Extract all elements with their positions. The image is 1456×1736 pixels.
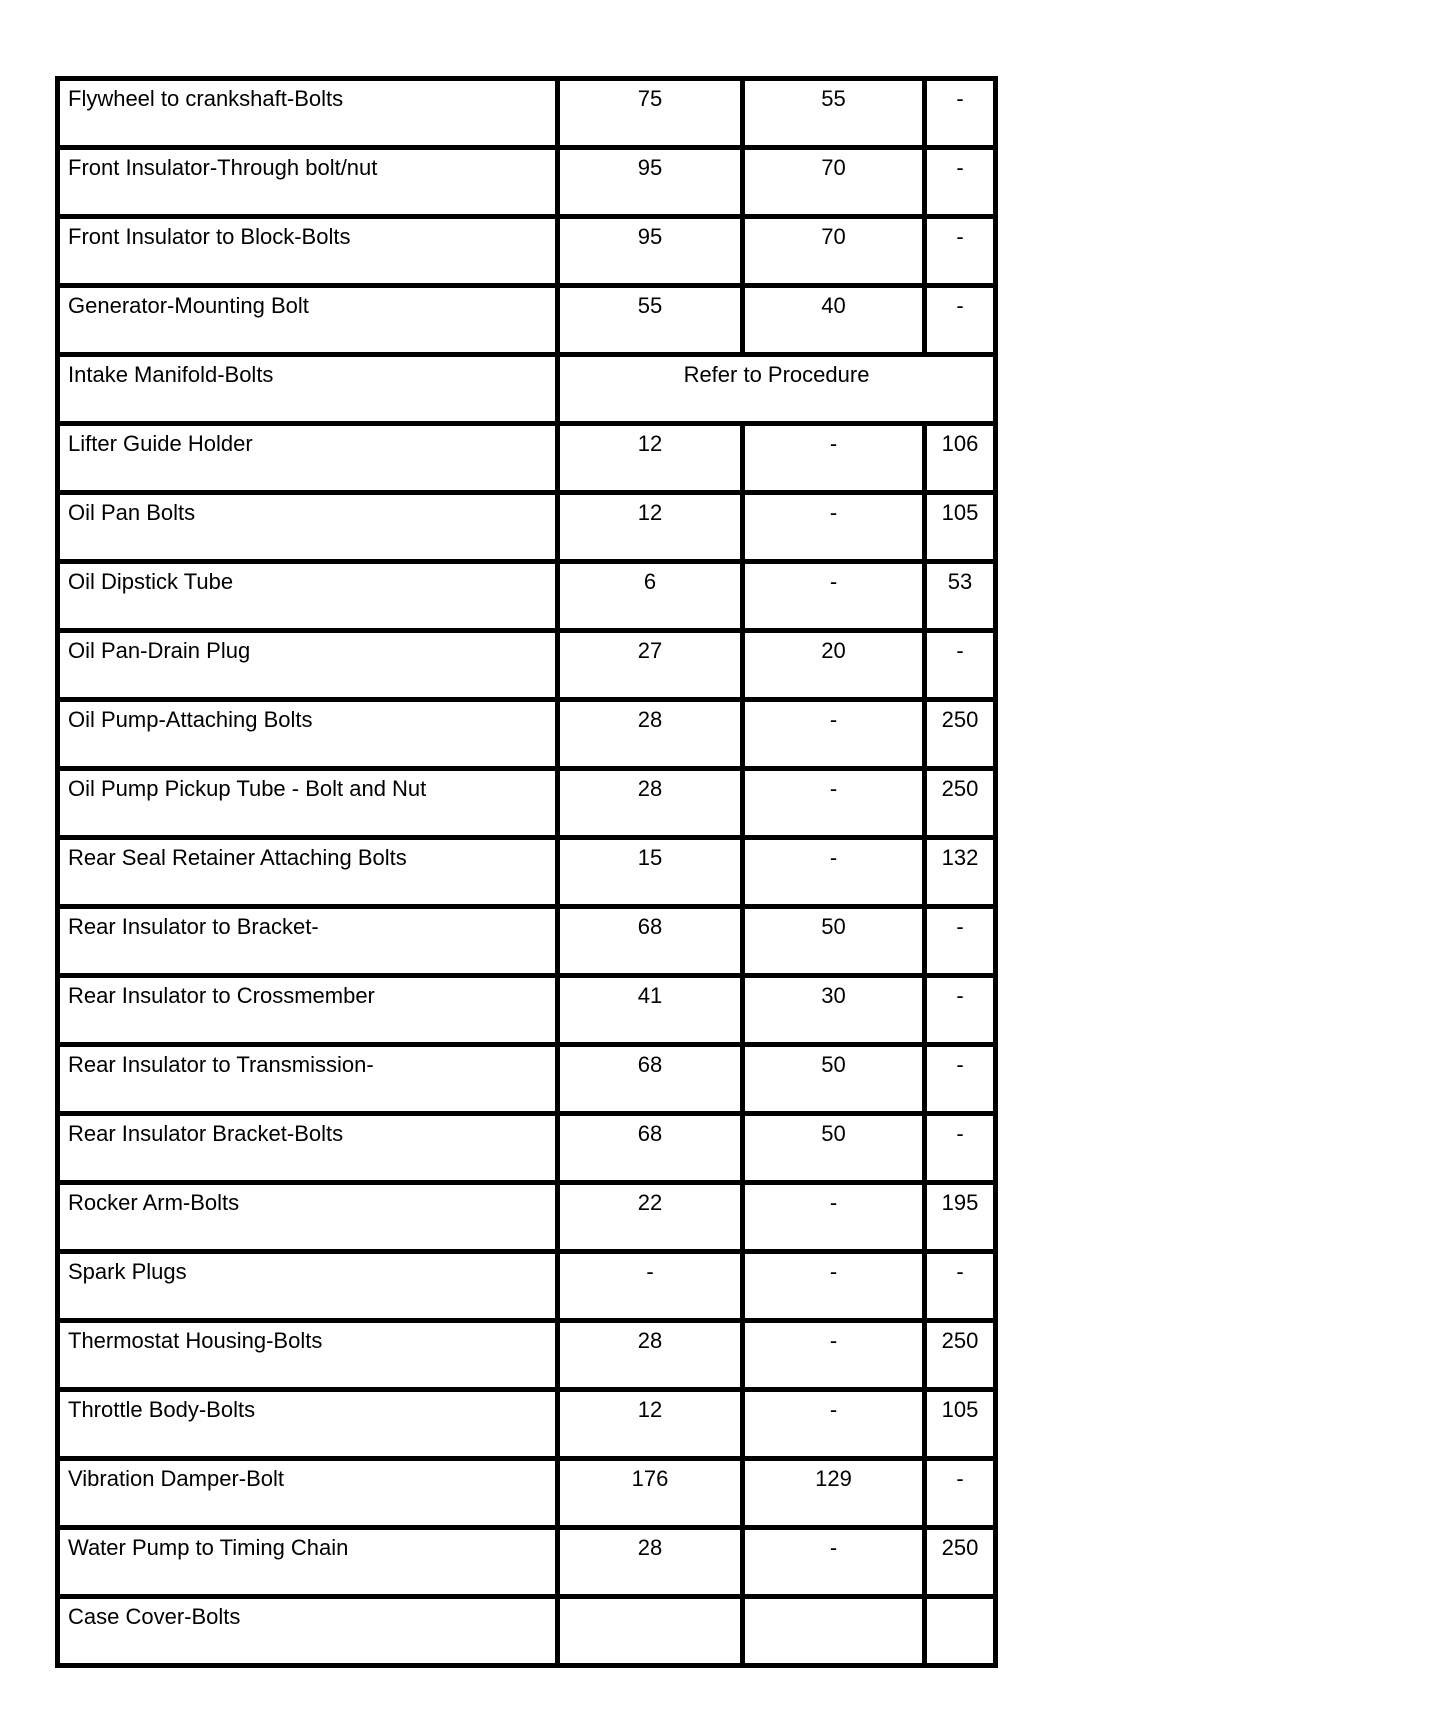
value-cell: - xyxy=(743,838,925,907)
table-row xyxy=(58,1528,996,1597)
value-cell: 22 xyxy=(558,1183,743,1252)
component-cell: Oil Dipstick Tube xyxy=(58,562,558,631)
value-cell: - xyxy=(925,1459,996,1528)
table-row xyxy=(58,217,996,286)
table-row xyxy=(58,976,996,1045)
value-cell: - xyxy=(558,1252,743,1321)
torque-spec-table xyxy=(55,76,998,1668)
merged-value-cell: Refer to Procedure xyxy=(558,355,996,424)
value-cell: - xyxy=(743,424,925,493)
table-row xyxy=(58,562,996,631)
value-cell xyxy=(558,1597,743,1666)
value-cell: - xyxy=(925,631,996,700)
value-cell: 30 xyxy=(743,976,925,1045)
value-cell: - xyxy=(925,976,996,1045)
value-cell: - xyxy=(743,1390,925,1459)
table-row xyxy=(58,1321,996,1390)
table-row xyxy=(58,1597,996,1666)
value-cell: - xyxy=(743,1252,925,1321)
component-cell: Thermostat Housing-Bolts xyxy=(58,1321,558,1390)
value-cell: 106 xyxy=(925,424,996,493)
component-cell: Rear Insulator to Bracket- xyxy=(58,907,558,976)
value-cell: 12 xyxy=(558,1390,743,1459)
value-cell: - xyxy=(743,562,925,631)
value-cell: 55 xyxy=(743,79,925,148)
value-cell: 70 xyxy=(743,148,925,217)
value-cell: - xyxy=(925,286,996,355)
table-row xyxy=(58,838,996,907)
component-cell: Rocker Arm-Bolts xyxy=(58,1183,558,1252)
component-cell: Spark Plugs xyxy=(58,1252,558,1321)
component-cell: Intake Manifold-Bolts xyxy=(58,355,558,424)
value-cell: - xyxy=(925,1252,996,1321)
component-cell: Rear Seal Retainer Attaching Bolts xyxy=(58,838,558,907)
value-cell: 50 xyxy=(743,1045,925,1114)
component-cell: Water Pump to Timing Chain xyxy=(58,1528,558,1597)
table-row xyxy=(58,148,996,217)
table-row xyxy=(58,1390,996,1459)
value-cell: - xyxy=(925,148,996,217)
value-cell: 28 xyxy=(558,700,743,769)
component-cell: Throttle Body-Bolts xyxy=(58,1390,558,1459)
table-row-merged xyxy=(58,355,996,424)
value-cell: 132 xyxy=(925,838,996,907)
value-cell: 40 xyxy=(743,286,925,355)
component-cell: Vibration Damper-Bolt xyxy=(58,1459,558,1528)
value-cell xyxy=(925,1597,996,1666)
value-cell: 250 xyxy=(925,769,996,838)
value-cell: 250 xyxy=(925,700,996,769)
table-row xyxy=(58,769,996,838)
value-cell: - xyxy=(743,1528,925,1597)
component-cell: Front Insulator-Through bolt/nut xyxy=(58,148,558,217)
value-cell: - xyxy=(925,79,996,148)
component-cell: Rear Insulator to Transmission- xyxy=(58,1045,558,1114)
value-cell: 55 xyxy=(558,286,743,355)
value-cell: 50 xyxy=(743,1114,925,1183)
value-cell: 27 xyxy=(558,631,743,700)
value-cell: 20 xyxy=(743,631,925,700)
value-cell: - xyxy=(743,769,925,838)
value-cell: 95 xyxy=(558,217,743,286)
value-cell: 68 xyxy=(558,907,743,976)
value-cell: 75 xyxy=(558,79,743,148)
value-cell: - xyxy=(743,1321,925,1390)
table-row xyxy=(58,79,996,148)
value-cell: - xyxy=(743,1183,925,1252)
value-cell: 68 xyxy=(558,1114,743,1183)
value-cell: - xyxy=(925,907,996,976)
value-cell: - xyxy=(925,1114,996,1183)
value-cell: 250 xyxy=(925,1528,996,1597)
value-cell: 195 xyxy=(925,1183,996,1252)
value-cell: 176 xyxy=(558,1459,743,1528)
value-cell: - xyxy=(743,700,925,769)
table-row xyxy=(58,631,996,700)
table-row xyxy=(58,700,996,769)
value-cell: 105 xyxy=(925,493,996,562)
table-row xyxy=(58,1252,996,1321)
component-cell: Flywheel to crankshaft-Bolts xyxy=(58,79,558,148)
component-cell: Rear Insulator Bracket-Bolts xyxy=(58,1114,558,1183)
value-cell: 12 xyxy=(558,493,743,562)
component-cell: Lifter Guide Holder xyxy=(58,424,558,493)
table-row xyxy=(58,1045,996,1114)
table-row xyxy=(58,424,996,493)
value-cell: 129 xyxy=(743,1459,925,1528)
value-cell: 28 xyxy=(558,1321,743,1390)
component-cell: Oil Pan-Drain Plug xyxy=(58,631,558,700)
value-cell: 6 xyxy=(558,562,743,631)
value-cell: 95 xyxy=(558,148,743,217)
component-cell: Oil Pan Bolts xyxy=(58,493,558,562)
table-row xyxy=(58,493,996,562)
component-cell: Oil Pump-Attaching Bolts xyxy=(58,700,558,769)
component-cell: Generator-Mounting Bolt xyxy=(58,286,558,355)
component-cell: Oil Pump Pickup Tube - Bolt and Nut xyxy=(58,769,558,838)
value-cell: 50 xyxy=(743,907,925,976)
value-cell: 28 xyxy=(558,1528,743,1597)
value-cell: - xyxy=(925,217,996,286)
table-row xyxy=(58,1459,996,1528)
component-cell: Case Cover-Bolts xyxy=(58,1597,558,1666)
value-cell: 250 xyxy=(925,1321,996,1390)
value-cell xyxy=(743,1597,925,1666)
component-cell: Rear Insulator to Crossmember xyxy=(58,976,558,1045)
value-cell: 53 xyxy=(925,562,996,631)
value-cell: 28 xyxy=(558,769,743,838)
value-cell: - xyxy=(925,1045,996,1114)
value-cell: 41 xyxy=(558,976,743,1045)
table-row xyxy=(58,907,996,976)
component-cell: Front Insulator to Block-Bolts xyxy=(58,217,558,286)
table-row xyxy=(58,1114,996,1183)
value-cell: 15 xyxy=(558,838,743,907)
value-cell: 105 xyxy=(925,1390,996,1459)
value-cell: 68 xyxy=(558,1045,743,1114)
value-cell: 70 xyxy=(743,217,925,286)
value-cell: 12 xyxy=(558,424,743,493)
table-row xyxy=(58,286,996,355)
table-row xyxy=(58,1183,996,1252)
value-cell: - xyxy=(743,493,925,562)
